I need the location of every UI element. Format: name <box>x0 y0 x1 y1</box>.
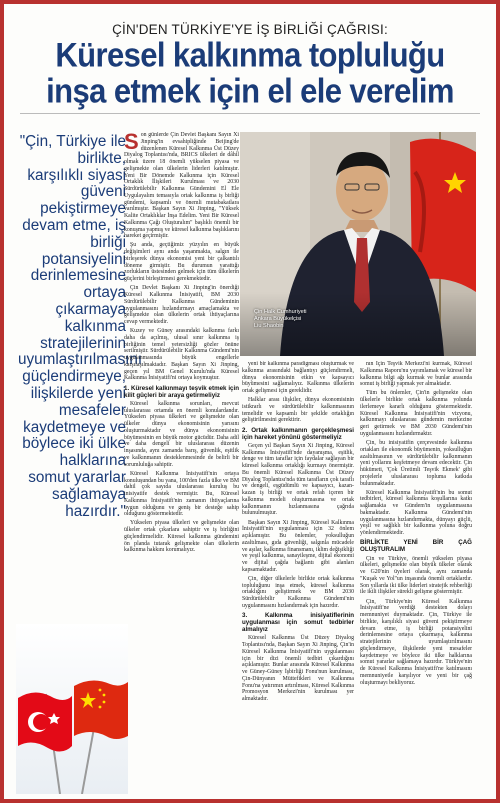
caption-line-1: Çin Halk Cumhuriyeti <box>254 309 307 315</box>
china-flag-icon <box>74 680 128 739</box>
col2-paragraph-6: Küresel Kalkınma Üst Düzey Diyalog Toplantısı'nda, Başkan Sayın Xi Jinping, Çin'in Küresel Kalkınma İnisiyatifi'nin uygulanması için bir dizi önemli tedbiri çıkardığını açıklamıştır. Bunlar arasında Küresel Kalkınma ve Güney-Güney İşbirliği Fonu'nun kurulması, Çin-Dünyanın Müttefikleri ve Kalkınma Fonu'na yatırımın artırılması, Küresel Kalkınma Promosyon Merkezi'nin kurulması yer almaktadır. <box>242 635 354 703</box>
photo-caption <box>254 309 307 330</box>
turkey-flag-icon <box>18 692 72 751</box>
subheading-4: BİRLİKTE YENİ BİR ÇAĞ OLUŞTURALIM <box>360 539 472 554</box>
article-column-3 <box>360 361 472 800</box>
col1-paragraph-2: Şu anda, geçtiğimiz yüzyılın en büyük değişimleri aynı anda yaşanmakta, salgın ile birleşerek dünya ekonomisi yeni bir çalkantılı döneme girmiştir. Bu durumun yarattığı zorlukların üstesinden gelmek için tüm ülkelerin güçlerini birleştirmesi gerekmektedir. <box>124 242 239 283</box>
col1-paragraph-5: Küresel kalkınma sorunları, mevcut uluslararası ortamda en önemli konulardandır. Yükselen piyasa ülkeleri ve gelişmekte olan ülkeler dünya ekonomisinin yarısını oluşturmaktadır ve dünya ekonomisinin büyümesinin en büyük motor gücüdür. Daha adil ve daha dengeli bir uluslararası düzenin inşasında, aynı zamanda barış, güvenlik, eşitlik ve kalkınmanın desteklenmesinde de belirli bir sorumluluğa sahiptir. <box>124 400 239 468</box>
col2-paragraph-4: Başkan Sayın Xi Jinping, Küresel Kalkınma İnisiyatifi'nin uygulanması için 32 önlem açıklamıştır. Bu önlemler, yoksulluğun azaltılması, gıda güvenliği, salgınla mücadele ve aşılar, kalkınma finansmanı, iklim değişikliği ve yeşil kalkınma, sanayileşme, dijital ekonomi ve dijital çağda bağlantı gibi alanları kapsamaktadır. <box>242 519 354 573</box>
pull-quote: "Çin, Türkiye ile birlikte, karşılıklı siyasi güveni pekiştirmeye devam etme, iş birliği potansiyelini derinlemesine ortaya çıkarmaya kalkınma stratejilerinin uyumlaştırılmasını güçlendirmeye, ilişkilerde yeni mesafeler kaydetmeye ve böylece iki ülke halklarına somut yararlar sağlamaya hazırdır." <box>18 133 143 520</box>
article-column-1 <box>124 132 239 800</box>
headline-line-2: inşa etmek için el ele verelim <box>46 71 454 111</box>
col3-paragraph-2: Tüm bu önlemler, Çin'in gelişmekte olan ülkelerle birlikte ortak kalkınma yolunda ilerlemeye kararlı olduğunu göstermektedir. Küresel Kalkınma İnisiyatifi'nin vizyonu, kalkınmayı uluslararası gündemin merkezine geri getirmek ve BM 2030 Gündemi'nin uygulanmasını hızlandırmaktır. <box>360 390 472 437</box>
col1-paragraph-4: Kuzey ve Güney arasındaki kalkınma farkı daha da açılmış, ulusal sınır kalkınma iş birliğinin temel yetersizliği gözler önüne serilmiştir. Sürdürülebilir Kalkınma Gündemi'nin uygulanmasında büyük engellerle karşılaşılmaktadır. Başkan Sayın Xi Jinping, geçen yıl BM Genel Kurulu'nda Küresel Kalkınma İnisiyatifi'ni ortaya koymuştur. <box>124 328 239 382</box>
col3-paragraph-3: Çin, bu inisiyatifin çerçevesinde kalkınma ortakları ile ekonomik büyümenin, yoksulluğun azaltılmasının ve sürdürülebilir kalkınmanın yeni yollarını keşfetmeye devam edecektir. Çin hükümeti, 'Çok Üretimli Teşvik Ekmek' gibi projelerle uluslararası topluma katkıda bulunmaktadır. <box>360 440 472 487</box>
kicker: ÇİN'DEN TÜRKİYE'YE İŞ BİRLİĞİ ÇAĞRISI: <box>112 22 388 37</box>
subheading-1: 1. Küresel kalkınmayı teşvik etmek için kilit güçleri bir araya getirmeliyiz <box>124 384 239 399</box>
col3-paragraph-1: nın İçin Teşvik Merkezi'ni kurmak, Küresel Kalkınma Raporu'nu yayımlamak ve küresel bir kalkınma bilgi ağı kurmak ve bunlar arasında somut iş birliği yapmak yer almaktadır. <box>360 361 472 388</box>
col2-paragraph-2: Halklar arası ilişkiler, dünya ekonomisinin istikrarlı ve sürdürülebilir kalkınmasının temelidir ve kapsamlı bir şekilde ortaklığın geliştirilmesini gerektirir. <box>242 397 354 424</box>
col1-paragraph-6: Küresel Kalkınma İnisiyatifi'nin ortaya konuluşundan bu yana, 100'den fazla ülke ve BM dahil çok sayıda uluslararası kuruluş bu inisiyatife destek vermiştir. Bu, Küresel Kalkınma İnisiyatifi'nin zamanın ihtiyaçlarına uygun olduğunu ve geniş bir desteğe sahip olduğunu göstermektedir. <box>124 470 239 518</box>
subheading-2: 2. Ortak kalkınmanın gerçekleşmesi için hareket yönünü göstermeliyiz <box>242 426 354 441</box>
china-turkey-flags <box>16 624 128 794</box>
col2-paragraph-1: yeni bir kalkınma paradigması oluşturmak ve kalkınma arasındaki bağlantıyı güçlendirmeli, dünya ekonomisinin etkin ve kapsayıcı büyümesini sağlamalıyız. Kalkınma ülkelerin ortak gelişmesi için gereklidir. <box>242 361 354 394</box>
col2-paragraph-5: Çin, diğer ülkelerle birlikte ortak kalkınma topluluğunu inşa etmek, küresel kalkınma ortaklığını geliştirmek ve BM 2030 Sürdürülebilir Kalkınma Gündemi'nin uygulanmasını hızlandırmak için hazırdır. <box>242 575 354 609</box>
drop-cap: S <box>124 132 139 154</box>
flags-illustration <box>16 624 128 794</box>
col1-paragraph-1: on günlerde Çin Devlet Başkanı Sayın Xi Jinping'in evsahipliğinde Beijing'de düzenlenen Küresel Kalkınma Üst Düzey Diyalog Toplantısı'nda, BRICS ülkeleri de dâhil olmak üzere 18 önemli yükselen piyasa ve gelişmekte olan ülkelerin liderleri katılmıştır. Yeni Bir Dönemde Kalkınma için Küresel Ortaklık İlişkileri Kurulması ve 2030 Sürdürülebilir Kalkınma Gündemini El Ele Uygulayalım temasıyla ortak kalkınma iş birliği gündemi, kapsamlı ve önemli mutabakatlara varılmıştır. Başkan Sayın Xi Jinping, "Yüksek Kalite Ortaklıklar İnşa Edelim. Yeni Bir Küresel Kalkınma Çağı Oluşturalım" başlıklı önemli bir konuşma yapmış ve küresel kalkınma başlıklarını hareket geçirmiştir. <box>124 132 239 240</box>
col3-paragraph-4: Küresel Kalkınma İnisiyatifi'nin bu somut tedbirleri, küresel kalkınma koşullarına katkı sağlamakta ve Gündem'in uygulanmasına bakmaktadır. Kalkınma Gündemi'nin uygulanmasına hızlandırmakta, dünyayı güçlü, yeşil ve sağlıklı bir kalkınma yoluna doğru yönlendirmektedir. <box>360 489 472 537</box>
col1-paragraph-3: Çin Devlet Başkanı Xi Jinping'in önerdiği Küresel Kalkınma İnisiyatifi, BM 2030 Sürdürülebilir Kalkınma Gündeminin uygulanmasını hızlandırmayı amaçlamakta ve gelişmekte olan ülkelerin ortak ihtiyaçlarına cevap vermektedir. <box>124 285 239 326</box>
col2-paragraph-3: Geçen yıl Başkan Sayın Xi Jinping, Küresel Kalkınma İnisiyatifi'nde dayanışma, eşitlik, denge ve tüm taraflar için faydalar sağlayan bir küresel kalkınma ortaklığı kurmayı önermiştir. Bu önemli Küresel Kalkınma Üst Düzey Diyalog Toplantısı'nda tüm tarafların çok taraflı ve dengeli, eşgüdümlü ve kapsayıcı, kazan-kazan iş birliği ve ortak refah içeren bir kalkınma modeli oluşturmasına ve ortak kalkınmanın hızlanmasına çağrıda bulunulmuştur. <box>242 442 354 517</box>
headline-line-1: Küresel kalkınma topluluğu <box>55 35 445 75</box>
headline-divider <box>20 113 480 114</box>
caption-line-3: Liu Shaobin <box>254 323 284 329</box>
article-column-2 <box>242 361 354 800</box>
col3-paragraph-6: Çin, Türkiye'nin Küresel Kalkınma İnisiyatifi'ne verdiği destekten dolayı memnuniyet duymaktadır. Çin, Türkiye ile birlikte, karşılıklı siyasi güveni pekiştirmeye devam etme, iş birliği potansiyelini derinlemesine ortaya çıkarmaya, kalkınma stratejilerinin uyumlaştırılmasını güçlendirmeye, ilişkilerde yeni mesafeler kaydetmeye ve böylece iki ülke halklarına somut yararlar sağlamaya hazırdır. Türkiye'nin de Küresel Kalkınma İnisiyatifi'ne katılmasını memnuniyetle karşılıyor ve yeni bir çağ oluşturmayı bekliyoruz. <box>360 598 472 686</box>
subheading-3: 3. Kalkınma inisiyatiflerinin uygulanması için somut tedbirler almalıyız <box>242 612 354 634</box>
col1-paragraph-7: Yükselen piyasa ülkeleri ve gelişmekte olan ülkeler ortak çıkarlara sahiptir ve iş birliğini güçlendirmelidir. Küresel kalkınma gündemini ön planda tutarak gelişmekte olan ülkelerin kalkınma hakkını korumalıyız. <box>124 520 239 554</box>
col3-paragraph-5: Çin ve Türkiye, önemli yükselen piyasa ülkeleri, gelişmekte olan büyük ülkeler olarak ve G20'nin üyeleri olarak, aynı zamanda "Kuşak ve Yol"un inşasında önemli ortaklardır. Son yıllarda iki ülke liderleri stratejik rehberliği ile ikili ilişkiler sürekli gelişme göstermiştir. <box>360 555 472 596</box>
caption-line-2: Ankara Büyükelçisi <box>254 316 302 322</box>
